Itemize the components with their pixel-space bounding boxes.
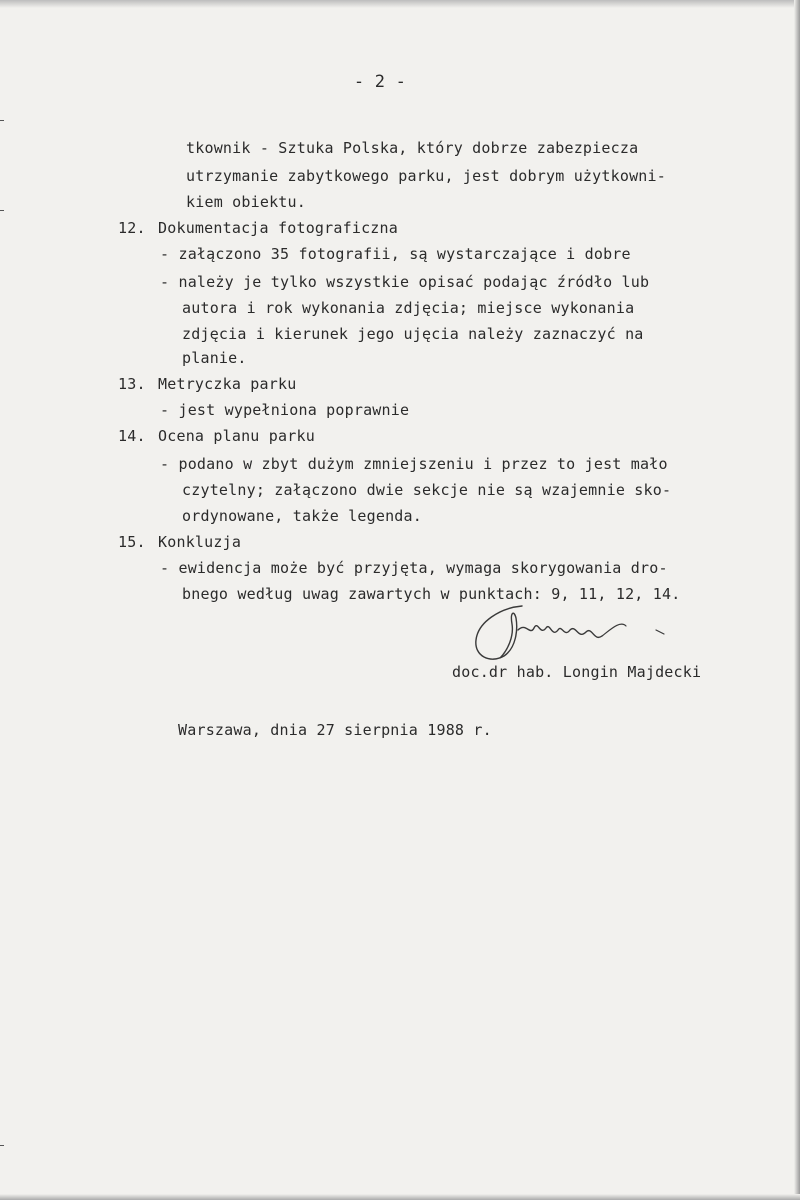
scan-right-edge — [794, 0, 800, 1200]
text-line: tkownik - Sztuka Polska, który dobrze zabezpiecza — [186, 139, 639, 157]
text-line: - ewidencja może być przyjęta, wymaga skorygowania dro- — [160, 559, 668, 577]
section-heading — [118, 424, 315, 448]
text-line: zdjęcia i kierunek jego ujęcia należy zaznaczyć na — [182, 325, 644, 343]
text-line: - jest wypełniona poprawnie — [160, 401, 410, 419]
text-line: - podano w zbyt dużym zmniejszeniu i przez to jest mało — [160, 455, 668, 473]
text-line: - załączono 35 fotografii, są wystarczające i dobre — [160, 245, 631, 263]
margin-mark — [0, 210, 4, 211]
section-number: 14. — [118, 427, 146, 445]
text-line: kiem obiektu. — [186, 193, 306, 211]
text-line: bnego według uwag zawartych w punktach: 9, 11, 12, 14. — [182, 585, 681, 603]
section-heading — [118, 530, 241, 554]
section-heading — [118, 372, 296, 396]
scan-top-edge — [0, 0, 800, 8]
section-title: Konkluzja — [158, 533, 242, 551]
section-number: 13. — [118, 375, 146, 393]
signer-name: doc.dr hab. Longin Majdecki — [452, 663, 702, 681]
text-line: czytelny; załączono dwie sekcje nie są wzajemnie sko- — [182, 481, 672, 499]
section-heading — [118, 216, 398, 240]
text-line: autora i rok wykonania zdjęcia; miejsce wykonania — [182, 299, 635, 317]
margin-mark — [0, 1145, 4, 1146]
section-number: 12. — [118, 219, 146, 237]
section-number: 15. — [118, 533, 146, 551]
section-title: Dokumentacja fotograficzna — [158, 219, 398, 237]
place-and-date: Warszawa, dnia 27 sierpnia 1988 r. — [178, 721, 492, 739]
section-title: Metryczka parku — [158, 375, 297, 393]
scan-bottom-edge — [0, 1194, 800, 1200]
margin-mark — [0, 120, 4, 121]
text-line: - należy je tylko wszystkie opisać podając źródło lub — [160, 273, 650, 291]
text-line: planie. — [182, 349, 247, 367]
text-line: ordynowane, także legenda. — [182, 507, 422, 525]
section-title: Ocena planu parku — [158, 427, 315, 445]
text-line: utrzymanie zabytkowego parku, jest dobrym użytkowni- — [186, 167, 666, 185]
page-number: - 2 - — [353, 72, 407, 92]
